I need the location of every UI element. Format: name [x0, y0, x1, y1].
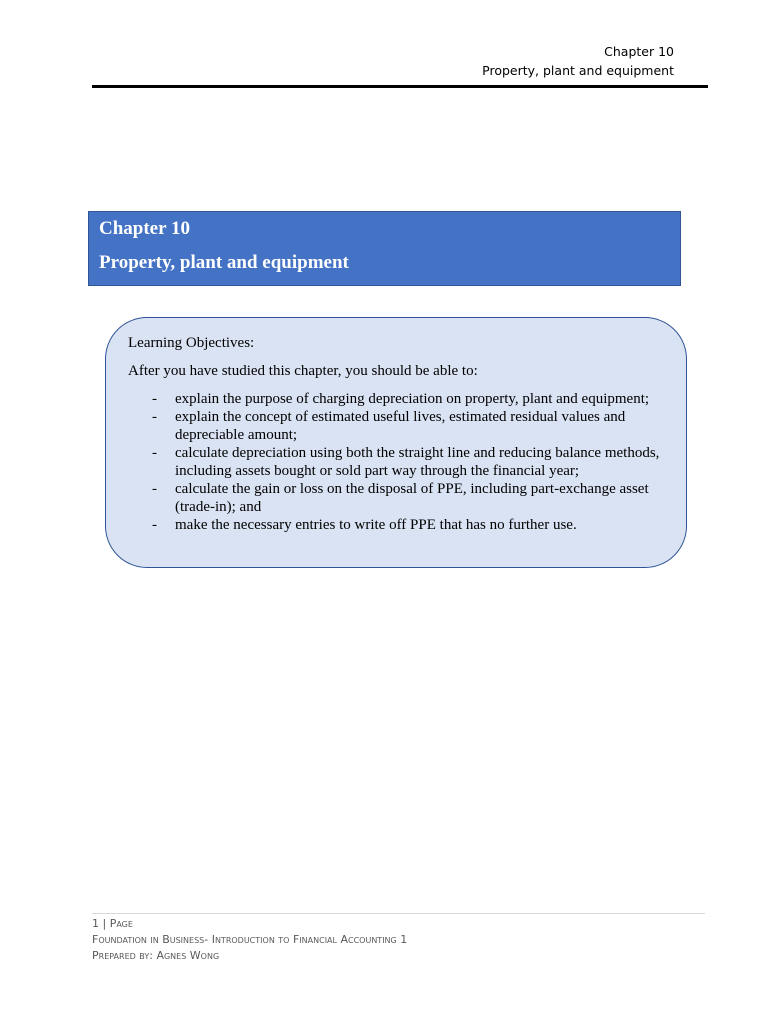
bullet-dash: -	[152, 517, 157, 533]
list-item: - explain the purpose of charging depreciation on property, plant and equipment;	[152, 391, 650, 407]
list-item: - explain the concept of estimated useful lives, estimated residual values and depreciable amount;	[152, 409, 626, 443]
bullet-dash: -	[152, 445, 157, 461]
list-item: - make the necessary entries to write off PPE that has no further use.	[152, 517, 577, 533]
running-header	[482, 42, 674, 80]
bullet-dash: -	[152, 481, 157, 497]
bullet-dash: -	[152, 409, 157, 425]
list-item: - calculate the gain or loss on the disposal of PPE, including part-exchange asset (trade-in); and	[152, 481, 649, 515]
learning-objectives-box	[105, 317, 687, 568]
objectives-title: Learning Objectives:	[128, 335, 255, 351]
footer-page-number: 1 | Page	[92, 917, 133, 930]
footer-prepared-by: Prepared by: Agnes Wong	[92, 949, 220, 962]
footer-course: Foundation in Business- Introduction to Financial Accounting 1	[92, 933, 408, 946]
banner-chapter: Chapter 10	[99, 218, 190, 239]
banner-title: Property, plant and equipment	[99, 252, 349, 273]
objectives-intro: After you have studied this chapter, you should be able to:	[128, 363, 478, 379]
header-rule	[92, 85, 708, 88]
header-chapter: Chapter 10	[604, 44, 674, 59]
page-footer	[92, 916, 407, 964]
footer-rule	[92, 913, 705, 914]
chapter-banner	[88, 211, 681, 286]
bullet-dash: -	[152, 391, 157, 407]
objectives-list	[128, 390, 668, 534]
list-item: - calculate depreciation using both the straight line and reducing balance methods, including assets bought or sold part way through the financial year;	[152, 445, 660, 479]
header-title: Property, plant and equipment	[482, 63, 674, 78]
